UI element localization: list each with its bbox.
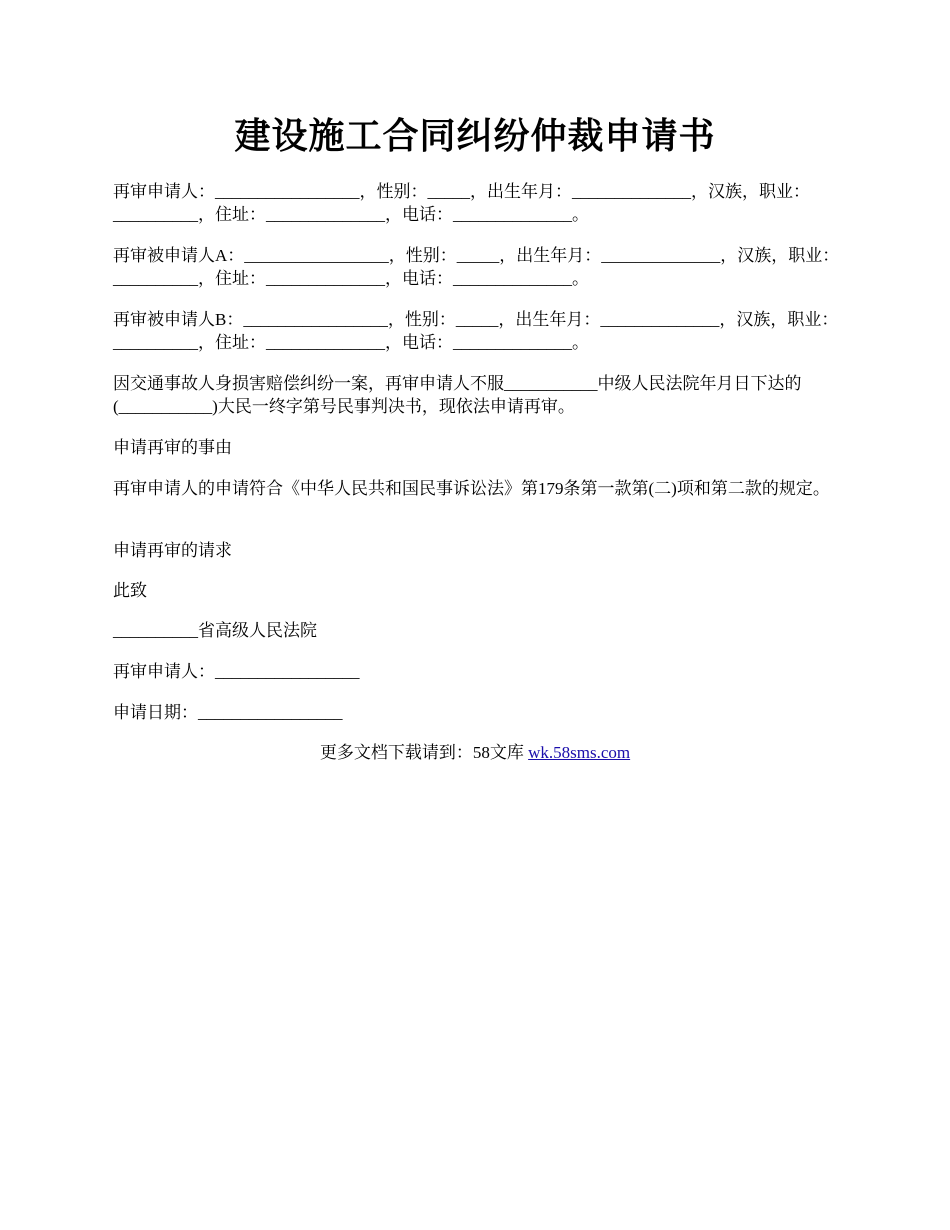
court-name: __________省高级人民法院 — [113, 621, 317, 640]
respondent-a-info: 再审被申请人A：_________________，性别：_____，出生年月：______________，汉族，职业：__________，住址：______________，电话：______________。 — [113, 246, 840, 288]
footer — [0, 741, 950, 764]
case-intro: 因交通事故人身损害赔偿纠纷一案，再审申请人不服___________中级人民法院年月日下达的(___________)大民一终字第号民事判决书，现依法申请再审。 — [113, 374, 802, 416]
reasons-text: 再审申请人的申请符合《中华人民共和国民事诉讼法》第179条第一款第(二)项和第二款的规定。 — [113, 479, 830, 498]
document-title: 建设施工合同纠纷仲裁申请书 — [234, 116, 716, 156]
footer-text: 更多文档下载请到：58文库 — [319, 743, 529, 762]
signature-line: 再审申请人：_________________ — [113, 662, 360, 681]
reasons-heading: 申请再审的事由 — [113, 438, 232, 457]
salutation: 此致 — [113, 581, 147, 600]
respondent-b-info: 再审被申请人B：_________________，性别：_____，出生年月：______________，汉族，职业：__________，住址：______________，电话：______________。 — [113, 310, 839, 352]
applicant-info: 再审申请人：_________________，性别：_____，出生年月：______________，汉族，职业：__________，住址：______________，电话：______________。 — [113, 182, 810, 224]
footer-link[interactable]: wk.58sms.com — [528, 743, 631, 762]
date-line: 申请日期：_________________ — [113, 703, 343, 722]
request-heading: 申请再审的请求 — [113, 541, 232, 560]
